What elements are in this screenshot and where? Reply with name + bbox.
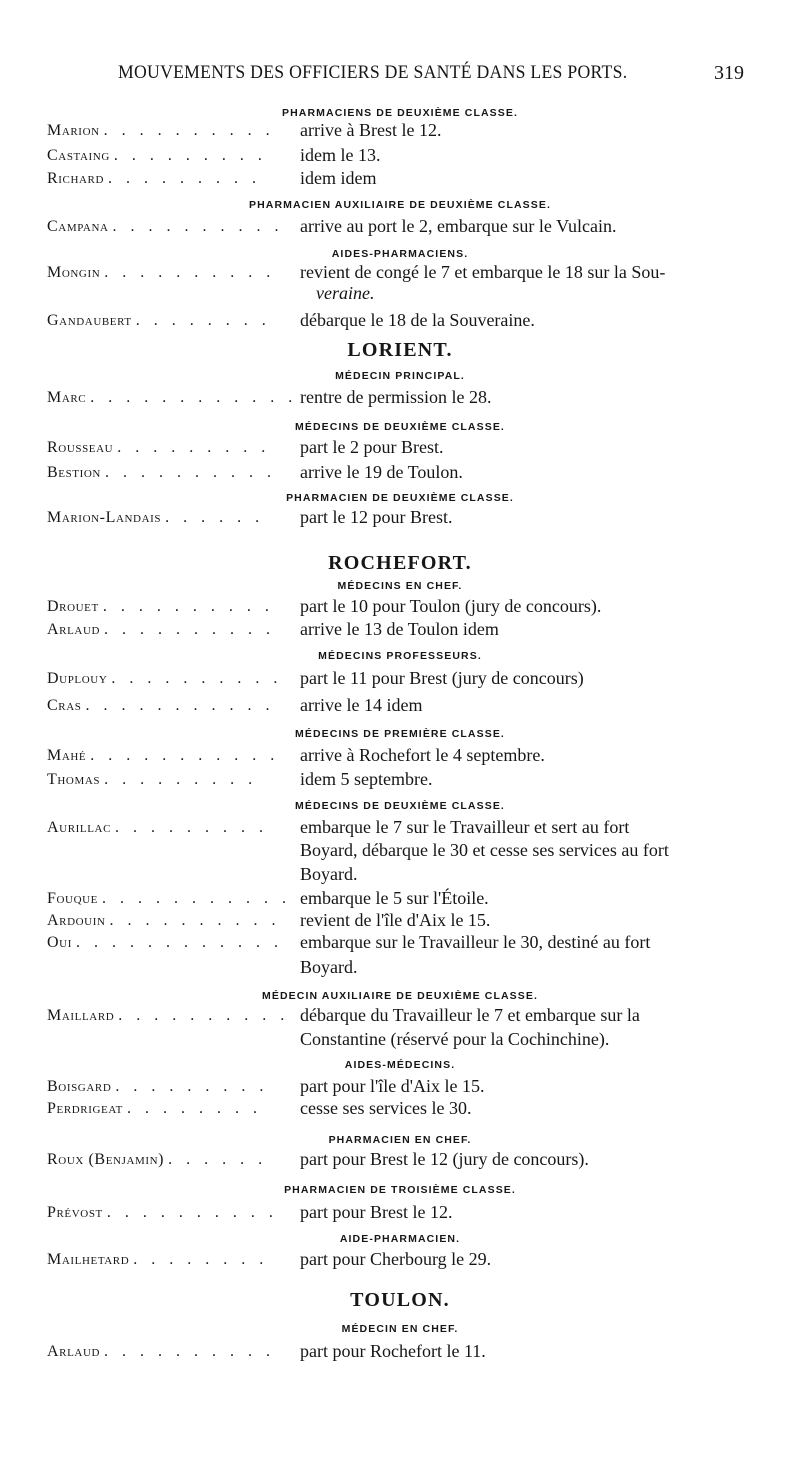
officer-name: Ardouin <box>47 912 106 929</box>
section-heading: AIDES-MÉDECINS. <box>344 1059 456 1071</box>
entry-row <box>0 1251 800 1273</box>
leader-dots: . . . . . . . . . <box>115 819 269 836</box>
leader-dots: . . . . . . . . <box>127 1100 263 1117</box>
entry-row <box>0 670 800 692</box>
section-heading: MÉDECIN PRINCIPAL. <box>335 370 465 382</box>
continuation-text: veraine. <box>316 283 375 303</box>
entry-row <box>0 312 800 334</box>
city-heading: LORIENT. <box>347 339 453 361</box>
entry-row <box>0 1204 800 1226</box>
movement-detail: rentre de permission le 28. <box>300 387 492 407</box>
movement-detail: part pour Brest le 12. <box>300 1202 453 1222</box>
movement-detail: part pour Brest le 12 (jury de concours). <box>300 1149 589 1169</box>
leader-dots: . . . . . . . . . <box>104 771 258 788</box>
entry-row <box>0 934 800 956</box>
movement-detail: arrive le 13 de Toulon idem <box>300 619 499 639</box>
section-heading: MÉDECINS PROFESSEURS. <box>318 650 482 662</box>
leader-dots: . . . . . . . . . . <box>112 218 284 235</box>
officer-name: Mahé <box>47 747 87 764</box>
entry-row <box>0 697 800 719</box>
movement-detail: idem idem <box>300 168 377 188</box>
movement-detail: cesse ses services le 30. <box>300 1098 472 1118</box>
leader-dots: . . . . . . . . . <box>117 439 271 456</box>
section-heading: PHARMACIEN DE DEUXIÈME CLASSE. <box>286 492 514 504</box>
leader-dots: . . . . . . <box>168 1151 268 1168</box>
leader-dots: . . . . . . . . . . . . <box>90 389 298 406</box>
leader-dots: . . . . . . . . . . . <box>85 697 275 714</box>
entry-row <box>0 122 800 144</box>
officer-name: Rousseau <box>47 439 114 456</box>
section-heading: MÉDECINS DE PREMIÈRE CLASSE. <box>295 728 505 740</box>
entry-row <box>0 1007 800 1029</box>
officer-name: Fouque <box>47 890 98 907</box>
entry-row <box>0 464 800 486</box>
officer-name: Richard <box>47 170 105 187</box>
section-heading: AIDE-PHARMACIEN. <box>339 1233 461 1245</box>
officer-name: Marion-Landais <box>47 509 162 526</box>
leader-dots: . . . . . . . . . . <box>118 1007 290 1024</box>
officer-name: Gandaubert <box>47 312 132 329</box>
leader-dots: . . . . . . . . . . <box>104 1343 276 1360</box>
leader-dots: . . . . . . . . . . . . <box>75 934 283 951</box>
movement-detail: part pour Cherbourg le 29. <box>300 1249 492 1269</box>
entry-row <box>0 147 800 169</box>
officer-name: Arlaud <box>47 1343 101 1360</box>
movement-detail: embarque sur le Travailleur le 30, destiné au fort <box>300 932 651 952</box>
entry-row <box>0 1078 800 1100</box>
entry-row <box>0 890 800 912</box>
section-heading: MÉDECIN AUXILIAIRE DE DEUXIÈME CLASSE. <box>262 990 538 1002</box>
entry-row <box>0 1343 800 1365</box>
movement-detail: arrive à Brest le 12. <box>300 120 442 140</box>
officer-name: Drouet <box>47 598 99 615</box>
entry-row <box>0 264 800 286</box>
movement-detail: arrive le 14 idem <box>300 695 423 715</box>
movement-detail: part le 12 pour Brest. <box>300 507 453 527</box>
movement-detail: part le 10 pour Toulon (jury de concours). <box>300 596 602 616</box>
officer-name: Aurillac <box>47 819 112 836</box>
movement-detail: part pour l'île d'Aix le 15. <box>300 1076 485 1096</box>
continuation-text: Boyard, débarque le 30 et cesse ses services au fort <box>300 840 669 860</box>
leader-dots: . . . . . . . . . . <box>104 264 276 281</box>
movement-detail: part le 2 pour Brest. <box>300 437 444 457</box>
leader-dots: . . . . . . . . . . <box>106 1204 278 1221</box>
leader-dots: . . . . . . . . . . . <box>90 747 280 764</box>
movement-detail: arrive à Rochefort le 4 septembre. <box>300 745 545 765</box>
section-heading: MÉDECINS DE DEUXIÈME CLASSE. <box>295 421 505 433</box>
movement-detail: arrive au port le 2, embarque sur le Vulcain. <box>300 216 617 236</box>
leader-dots: . . . . . . . . . . <box>104 464 276 481</box>
officer-name: Mailhetard <box>47 1251 130 1268</box>
movement-detail: embarque le 5 sur l'Étoile. <box>300 888 489 908</box>
section-heading: MÉDECINS EN CHEF. <box>337 580 463 592</box>
section-heading: PHARMACIEN AUXILIAIRE DE DEUXIÈME CLASSE. <box>249 199 551 211</box>
officer-name: Maillard <box>47 1007 115 1024</box>
entry-row <box>0 170 800 192</box>
movement-detail: revient de congé le 7 et embarque le 18 sur la Sou- <box>300 262 666 282</box>
movement-detail: arrive le 19 de Toulon. <box>300 462 463 482</box>
officer-name: Marc <box>47 389 87 406</box>
leader-dots: . . . . . . . . . . <box>111 670 283 687</box>
continuation-text: Boyard. <box>300 957 358 977</box>
officer-name: Arlaud <box>47 621 101 638</box>
movement-detail: revient de l'île d'Aix le 15. <box>300 910 491 930</box>
movement-detail: idem 5 septembre. <box>300 769 433 789</box>
section-heading: PHARMACIEN EN CHEF. <box>328 1134 472 1146</box>
leader-dots: . . . . . . . . . <box>113 147 267 164</box>
entry-row <box>0 439 800 461</box>
movement-detail: embarque le 7 sur le Travailleur et sert au fort <box>300 817 630 837</box>
officer-name: Perdrigeat <box>47 1100 124 1117</box>
section-heading: PHARMACIEN DE TROISIÈME CLASSE. <box>284 1184 516 1196</box>
movement-detail: idem le 13. <box>300 145 381 165</box>
officer-name: Roux (Benjamin) <box>47 1151 165 1168</box>
officer-name: Campana <box>47 218 109 235</box>
officer-name: Thomas <box>47 771 101 788</box>
entry-row <box>0 218 800 240</box>
entry-row <box>0 912 800 934</box>
page-number: 319 <box>714 62 744 84</box>
section-heading: MÉDECINS DE DEUXIÈME CLASSE. <box>295 800 505 812</box>
continuation-text: Boyard. <box>300 864 358 884</box>
entry-row <box>0 389 800 411</box>
leader-dots: . . . . . . . . . . <box>102 598 274 615</box>
officer-name: Bestion <box>47 464 101 481</box>
leader-dots: . . . . . . . . . <box>115 1078 269 1095</box>
officer-name: Mongin <box>47 264 101 281</box>
entry-row <box>0 509 800 531</box>
movement-detail: débarque du Travailleur le 7 et embarque sur la <box>300 1005 640 1025</box>
section-heading: MÉDECIN EN CHEF. <box>341 1323 459 1335</box>
movement-detail: débarque le 18 de la Souveraine. <box>300 310 535 330</box>
continuation-text: Constantine (réservé pour la Cochinchine). <box>300 1029 610 1049</box>
officer-name: Castaing <box>47 147 110 164</box>
leader-dots: . . . . . . . . . . <box>103 122 275 139</box>
entry-row <box>0 621 800 643</box>
running-title: MOUVEMENTS DES OFFICIERS DE SANTÉ DANS LES PORTS. <box>118 62 628 83</box>
officer-name: Boisgard <box>47 1078 112 1095</box>
entry-row <box>0 598 800 620</box>
leader-dots: . . . . . . <box>165 509 265 526</box>
section-heading: AIDES-PHARMACIENS. <box>331 248 469 260</box>
entry-row <box>0 771 800 793</box>
officer-name: Duplouy <box>47 670 108 687</box>
leader-dots: . . . . . . . . <box>133 1251 269 1268</box>
section-heading: PHARMACIENS DE DEUXIÈME CLASSE. <box>282 107 518 119</box>
entry-row <box>0 1100 800 1122</box>
leader-dots: . . . . . . . . . . <box>104 621 276 638</box>
leader-dots: . . . . . . . . . . <box>109 912 281 929</box>
entry-row <box>0 747 800 769</box>
city-heading: ROCHEFORT. <box>328 552 472 574</box>
entry-row <box>0 1151 800 1173</box>
movement-detail: part le 11 pour Brest (jury de concours) <box>300 668 584 688</box>
city-heading: TOULON. <box>350 1289 450 1311</box>
leader-dots: . . . . . . . . <box>135 312 271 329</box>
entry-row <box>0 819 800 841</box>
movement-detail: part pour Rochefort le 11. <box>300 1341 486 1361</box>
officer-name: Oui <box>47 934 72 951</box>
leader-dots: . . . . . . . . . <box>108 170 262 187</box>
officer-name: Prévost <box>47 1204 103 1221</box>
officer-name: Cras <box>47 697 82 714</box>
officer-name: Marion <box>47 122 100 139</box>
leader-dots: . . . . . . . . . . . <box>102 890 291 907</box>
